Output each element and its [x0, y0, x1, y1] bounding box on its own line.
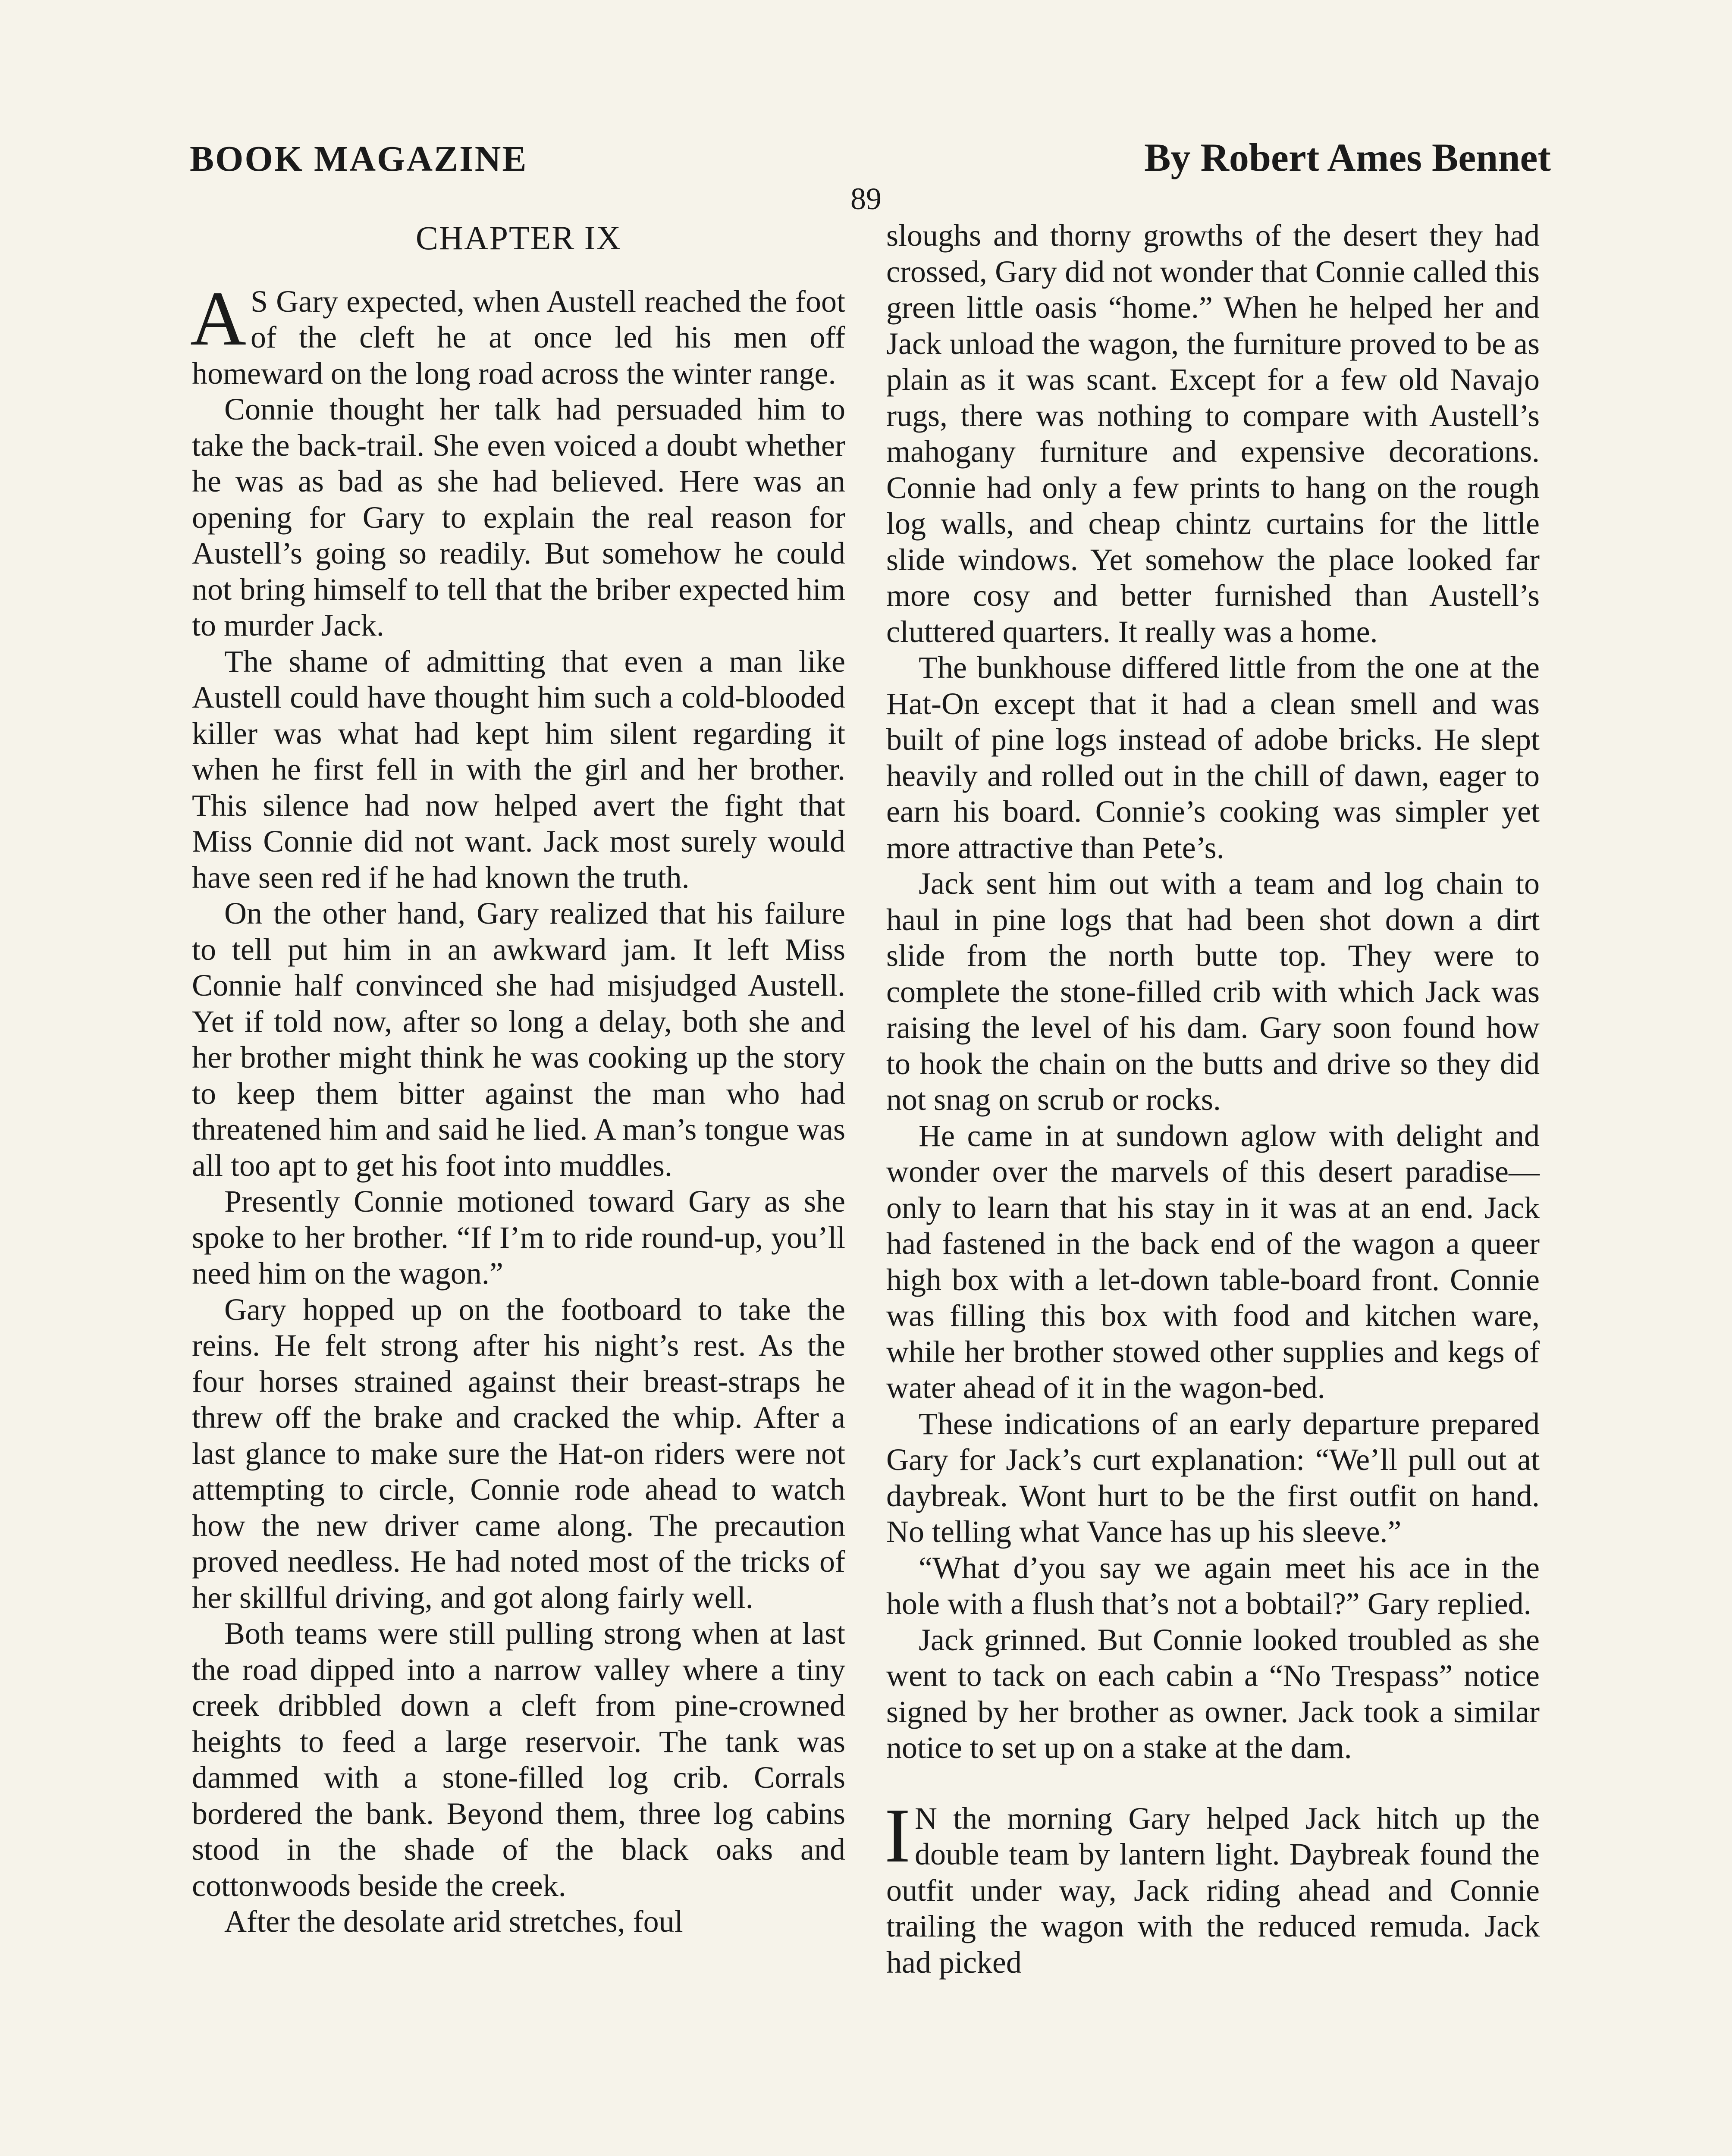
paragraph: “What d’you say we again meet his ace in the hole with a flush that’s not a bobtail?” Gary replied.	[886, 1550, 1540, 1621]
opening-text: S Gary expected, when Austell reached the foot of the cleft he at once led his men off homeward on the long road across the winter range.	[192, 284, 845, 391]
paragraph: Both teams were still pulling strong when at last the road dipped into a narrow valley where a tiny creek dribbled down a cleft from pine-crowned heights to feed a large reservoir. The tank was dammed with a stone-filled log crib. Corrals bordered the bank. Beyond them, three log cabins stood in the shade of the black oaks and cottonwoods beside the creek.	[192, 1616, 845, 1903]
continued-paragraph: sloughs and thorny growths of the desert they had crossed, Gary did not wonder that Connie called this green little oasis “home.” When he helped her and Jack unload the wagon, the furniture proved to be as plain as it was scant. Except for a few old Navajo rugs, there was nothing to compare with Austell’s mahogany furniture and expensive decorations. Connie had only a few prints to hang on the rough log walls, and cheap chintz curtains for the little slide windows. Yet somehow the place looked far more cosy and better furnished than Austell’s cluttered quarters. It really was a home.	[886, 218, 1540, 649]
section-paragraph	[885, 1792, 1540, 1981]
opening-paragraph	[190, 275, 845, 392]
chapter-title: CHAPTER IX	[415, 219, 622, 257]
magazine-title: BOOK MAGAZINE	[190, 139, 528, 179]
paragraph: These indications of an early departure prepared Gary for Jack’s curt explanation: “We’ll pull out at daybreak. Wont hurt to be the first outfit on hand. No telling what Vance has up his sleeve.”	[886, 1406, 1540, 1549]
drop-cap: A	[190, 275, 246, 361]
paragraph: On the other hand, Gary realized that his failure to tell put him in an awkward jam. It left Miss Connie half convinced she had misjudged Austell. Yet if told now, after so long a delay, both she and her brother might think he was cooking up the story to keep them bitter against the man who had threatened him and said he lied. A man’s tongue was all too apt to get his foot into muddles.	[192, 896, 845, 1183]
section-text: N the morning Gary helped Jack hitch up the double team by lantern light. Daybreak found the outfit under way, Jack riding ahead and Connie trailing the wagon with the reduced remuda. Jack had picked	[886, 1801, 1540, 1980]
paragraph: He came in at sundown aglow with delight and wonder over the marvels of this desert paradise—only to learn that his stay in it was at an end. Jack had fastened in the back end of the wagon a queer high box with a let-down table-board front. Connie was filling this box with food and kitchen ware, while her brother stowed other supplies and kegs of water ahead of it in the wagon-bed.	[886, 1118, 1540, 1405]
paragraph: The bunkhouse differed little from the one at the Hat-On except that it had a clean smell and was built of pine logs instead of adobe bricks. He slept heavily and rolled out in the chill of dawn, eager to earn his board. Connie’s cooking was simpler yet more attractive than Pete’s.	[886, 650, 1540, 865]
paragraph: Presently Connie motioned toward Gary as she spoke to her brother. “If I’m to ride round-up, you’ll need him on the wagon.”	[192, 1184, 845, 1291]
right-column	[886, 218, 1540, 1981]
paragraph: The shame of admitting that even a man like Austell could have thought him such a cold-blooded killer was what had kept him silent regarding it when he first fell in with the girl and her brother. This silence had now helped avert the fight that Miss Connie did not want. Jack most surely would have seen red if he had known the truth.	[192, 644, 845, 895]
section-drop-cap: I	[885, 1792, 910, 1878]
paragraph: Jack grinned. But Connie looked troubled as she went to tack on each cabin a “No Trespass” notice signed by her brother as owner. Jack took a similar notice to set up on a stake at the dam.	[886, 1622, 1540, 1765]
paragraph: Gary hopped up on the footboard to take the reins. He felt strong after his night’s rest. As the four horses strained against their breast-straps he threw off the brake and cracked the whip. After a last glance to make sure the Hat-on riders were not attempting to circle, Connie rode ahead to watch how the new driver came along. The precaution proved needless. He had noted most of the tricks of her skillful driving, and got along fairly well.	[192, 1292, 845, 1615]
paragraph: Jack sent him out with a team and log chain to haul in pine logs that had been shot down a dirt slide from the north butte top. They were to complete the stone-filled crib with which Jack was raising the level of his dam. Gary soon found how to hook the chain on the butts and drive so they did not snag on scrub or rocks.	[886, 866, 1540, 1117]
paragraph: After the desolate arid stretches, foul	[224, 1904, 683, 1939]
paragraph: Connie thought her talk had persuaded him to take the back-trail. She even voiced a doubt whether he was as bad as she had believed. Here was an opening for Gary to explain the real reason for Austell’s going so readily. But somehow he could not bring himself to tell that the briber expected him to murder Jack.	[192, 392, 845, 642]
left-column	[192, 220, 845, 1940]
author-byline: By Robert Ames Bennet	[1144, 135, 1551, 179]
page-number: 89	[850, 182, 882, 216]
